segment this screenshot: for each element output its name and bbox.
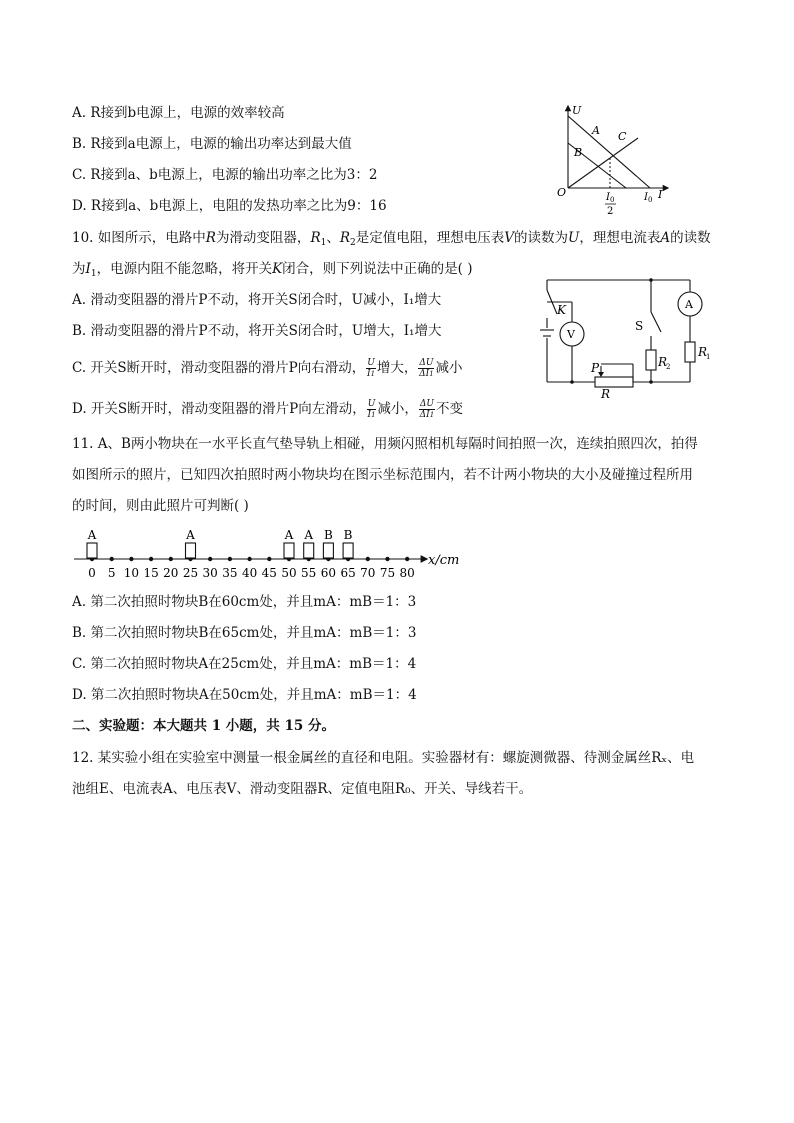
tick-dot bbox=[267, 557, 271, 561]
tick-label: 10 bbox=[123, 566, 140, 580]
q10-text: 是定值电阻，理想电压表 bbox=[355, 230, 505, 246]
u-label: U bbox=[572, 104, 582, 117]
q9-option-a: A. R接到b电源上，电源的效率较高 bbox=[72, 105, 285, 121]
q10-option-c bbox=[72, 358, 462, 379]
q9-ui-graph bbox=[548, 98, 678, 218]
block-a bbox=[304, 543, 314, 558]
q11-stem-line2: 如图所示的照片，已知四次拍照时两小物块均在图示坐标范围内，若不计两小物块的大小及碰撞过程所用 bbox=[72, 467, 693, 483]
fraction-u-over-i1 bbox=[367, 399, 377, 420]
frac-den-i: ΔI bbox=[419, 369, 430, 379]
block-a bbox=[186, 543, 196, 558]
q10c-text: C. 开关S断开时，滑动变阻器的滑片P向右滑动， bbox=[72, 360, 366, 376]
label-r2-sub: 2 bbox=[666, 363, 671, 371]
q10d-text: 不变 bbox=[435, 401, 463, 417]
frac-den-sub: 1 bbox=[371, 411, 376, 419]
junction-dot bbox=[649, 380, 653, 384]
tick-label: 15 bbox=[143, 566, 159, 580]
tick-dot bbox=[247, 557, 251, 561]
fraction-du-over-di1 bbox=[418, 358, 434, 379]
q11-option-b: B. 第二次拍照时物块B在65cm处，并且mA：mB＝1：3 bbox=[72, 625, 417, 641]
tick-dot bbox=[366, 557, 370, 561]
junction-dot bbox=[570, 380, 574, 384]
q11-option-a: A. 第二次拍照时物块B在60cm处，并且mA：mB＝1：3 bbox=[72, 594, 417, 610]
tick-label: 75 bbox=[379, 566, 396, 580]
block-label: A bbox=[186, 528, 195, 542]
frac-num: ΔU bbox=[419, 399, 434, 409]
label-r1-sub: 1 bbox=[706, 353, 711, 361]
q11-option-d: D. 第二次拍照时物块A在50cm处，并且mA：mB＝1：4 bbox=[72, 687, 417, 703]
q11-position-axis bbox=[70, 522, 470, 580]
frac-num: U bbox=[367, 399, 376, 409]
q12-line2: 池组E、电流表A、电压表V、滑动变阻器R、定值电阻R₀、开关、导线若干。 bbox=[72, 781, 533, 797]
label-r1: R bbox=[698, 345, 708, 359]
block-label: B bbox=[343, 528, 353, 542]
q10-text: 、 bbox=[326, 230, 340, 246]
half-den: 2 bbox=[607, 206, 614, 217]
tick-label: 20 bbox=[163, 566, 179, 580]
tick-dot bbox=[149, 557, 153, 561]
tick-dot bbox=[228, 557, 232, 561]
tick-label: 65 bbox=[340, 566, 356, 580]
q10-text: 的读数为 bbox=[514, 230, 568, 246]
q9-option-c: C. R接到a、b电源上，电源的输出功率之比为3：2 bbox=[72, 167, 378, 183]
frac-den bbox=[367, 410, 377, 420]
q10-var: R bbox=[205, 230, 216, 246]
frac-den bbox=[418, 369, 434, 379]
junction-dot bbox=[649, 278, 653, 282]
section-heading: 二、实验题：本大题共 1 小题，共 15 分。 bbox=[72, 718, 335, 734]
q10-var: R bbox=[310, 230, 321, 246]
q10-stem-line2 bbox=[72, 260, 473, 283]
q10-var: V bbox=[504, 230, 514, 246]
frac-den-sub: 1 bbox=[429, 411, 435, 419]
q10-circuit-diagram bbox=[535, 272, 725, 402]
q10-option-d bbox=[72, 399, 463, 420]
q10-option-b: B. 滑动变阻器的滑片P不动，将开关S闭合时，U增大，I₁增大 bbox=[72, 323, 442, 339]
frac-den-i: ΔI bbox=[419, 410, 430, 420]
block-label: A bbox=[304, 528, 314, 542]
tick-label: 5 bbox=[107, 566, 116, 580]
q12-line1: 12. 某实验小组在实验室中测量一根金属丝的直径和电阻。实验器材有：螺旋测微器、待测金属丝Rₓ、电 bbox=[72, 750, 695, 766]
block-b bbox=[323, 543, 333, 558]
q10-var: R bbox=[339, 230, 351, 246]
q11-stem-line1: 11. A、B两小物块在一水平长直气垫导轨上相碰，用频闪照相机每隔时间拍照一次，连续拍照四次，拍得 bbox=[72, 436, 698, 452]
frac-num: ΔU bbox=[419, 358, 434, 368]
tick-label: 60 bbox=[320, 566, 337, 580]
tick-label: 45 bbox=[261, 566, 277, 580]
frac-num: U bbox=[367, 358, 375, 368]
ammeter-label: A bbox=[685, 298, 693, 311]
i-label: I bbox=[658, 188, 663, 201]
frac-den-i: I bbox=[367, 369, 371, 379]
half-sub: 0 bbox=[610, 196, 615, 204]
voltmeter-label: V bbox=[567, 328, 575, 341]
frac-den bbox=[366, 369, 376, 379]
q10-stem-line1 bbox=[72, 229, 711, 252]
fraction-u-over-i1 bbox=[366, 358, 376, 379]
label-p: P bbox=[591, 361, 600, 375]
frac-den bbox=[419, 410, 435, 420]
tick-label: 55 bbox=[301, 566, 317, 580]
fraction-du-over-di1 bbox=[419, 399, 435, 420]
q10-sub: 1 bbox=[320, 238, 327, 248]
tick-label: 50 bbox=[281, 566, 297, 580]
q10-text: 10. 如图所示，电路中 bbox=[72, 230, 206, 246]
q10d-text: D. 开关S断开时，滑动变阻器的滑片P向左滑动， bbox=[72, 401, 366, 417]
i0-label: I bbox=[644, 192, 648, 203]
label-k: K bbox=[557, 303, 566, 317]
tick-dot bbox=[129, 557, 133, 561]
tick-label: 30 bbox=[202, 566, 218, 580]
tick-label: 35 bbox=[222, 566, 238, 580]
q10c-text: 增大， bbox=[376, 360, 418, 376]
tick-dot bbox=[169, 557, 173, 561]
q10-text: 为滑动变阻器， bbox=[215, 230, 311, 246]
tick-label: 70 bbox=[360, 566, 376, 580]
label-a: A bbox=[592, 124, 600, 137]
q10-text: 闭合，则下列说法中正确的是( ) bbox=[282, 261, 473, 277]
tick-label: 40 bbox=[241, 566, 258, 580]
label-r: R bbox=[601, 387, 611, 401]
tick-label: 25 bbox=[182, 566, 199, 580]
tick-dot bbox=[208, 557, 212, 561]
block-a bbox=[87, 543, 97, 558]
tick-label: 80 bbox=[399, 566, 415, 580]
q10-text: ，理想电流表 bbox=[579, 230, 661, 246]
q9-option-d: D. R接到a、b电源上，电阻的发热功率之比为9：16 bbox=[72, 198, 387, 214]
q10-var: A bbox=[660, 230, 671, 246]
q10c-text: 减小 bbox=[435, 360, 463, 376]
frac-den-sub: 1 bbox=[370, 370, 376, 378]
q10-text: ，电源内阻不能忽略，将开关 bbox=[96, 261, 273, 277]
label-s: S bbox=[635, 319, 644, 333]
q10-option-a: A. 滑动变阻器的滑片P不动，将开关S闭合时，U减小，I₁增大 bbox=[72, 292, 442, 308]
q11-stem-line3: 的时间，则由此照片可判断( ) bbox=[72, 498, 249, 514]
label-c: C bbox=[618, 130, 627, 143]
q10-sub: 1 bbox=[90, 269, 97, 279]
tick-dot bbox=[385, 557, 389, 561]
block-b bbox=[343, 543, 353, 558]
label-r2: R bbox=[658, 355, 668, 369]
frac-den-sub: 1 bbox=[429, 370, 434, 378]
q10-sub: 2 bbox=[350, 238, 356, 248]
block-label: A bbox=[87, 528, 97, 542]
tick-dot bbox=[405, 557, 409, 561]
q10-var: K bbox=[272, 261, 283, 277]
tick-label: 0 bbox=[88, 566, 96, 580]
q10d-text: 减小， bbox=[377, 401, 418, 417]
tick-dot bbox=[110, 557, 114, 561]
block-a bbox=[284, 543, 294, 558]
half-num: I bbox=[606, 192, 610, 203]
q10-var: I bbox=[85, 261, 91, 277]
block-label: B bbox=[323, 528, 333, 542]
label-b: B bbox=[574, 146, 583, 159]
i0-sub: 0 bbox=[648, 196, 653, 204]
frac-den-i: I bbox=[367, 410, 372, 420]
q9-option-b: B. R接到a电源上，电源的输出功率达到最大值 bbox=[72, 136, 352, 152]
q10-text: 的读数 bbox=[670, 230, 711, 246]
q11-option-c: C. 第二次拍照时物块A在25cm处，并且mA：mB＝1：4 bbox=[72, 656, 417, 672]
x-axis-label: x/cm bbox=[428, 553, 460, 568]
origin-label: O bbox=[557, 186, 567, 199]
q10-var: U bbox=[568, 230, 580, 246]
q10-text: 为 bbox=[72, 261, 86, 277]
block-label: A bbox=[284, 528, 294, 542]
